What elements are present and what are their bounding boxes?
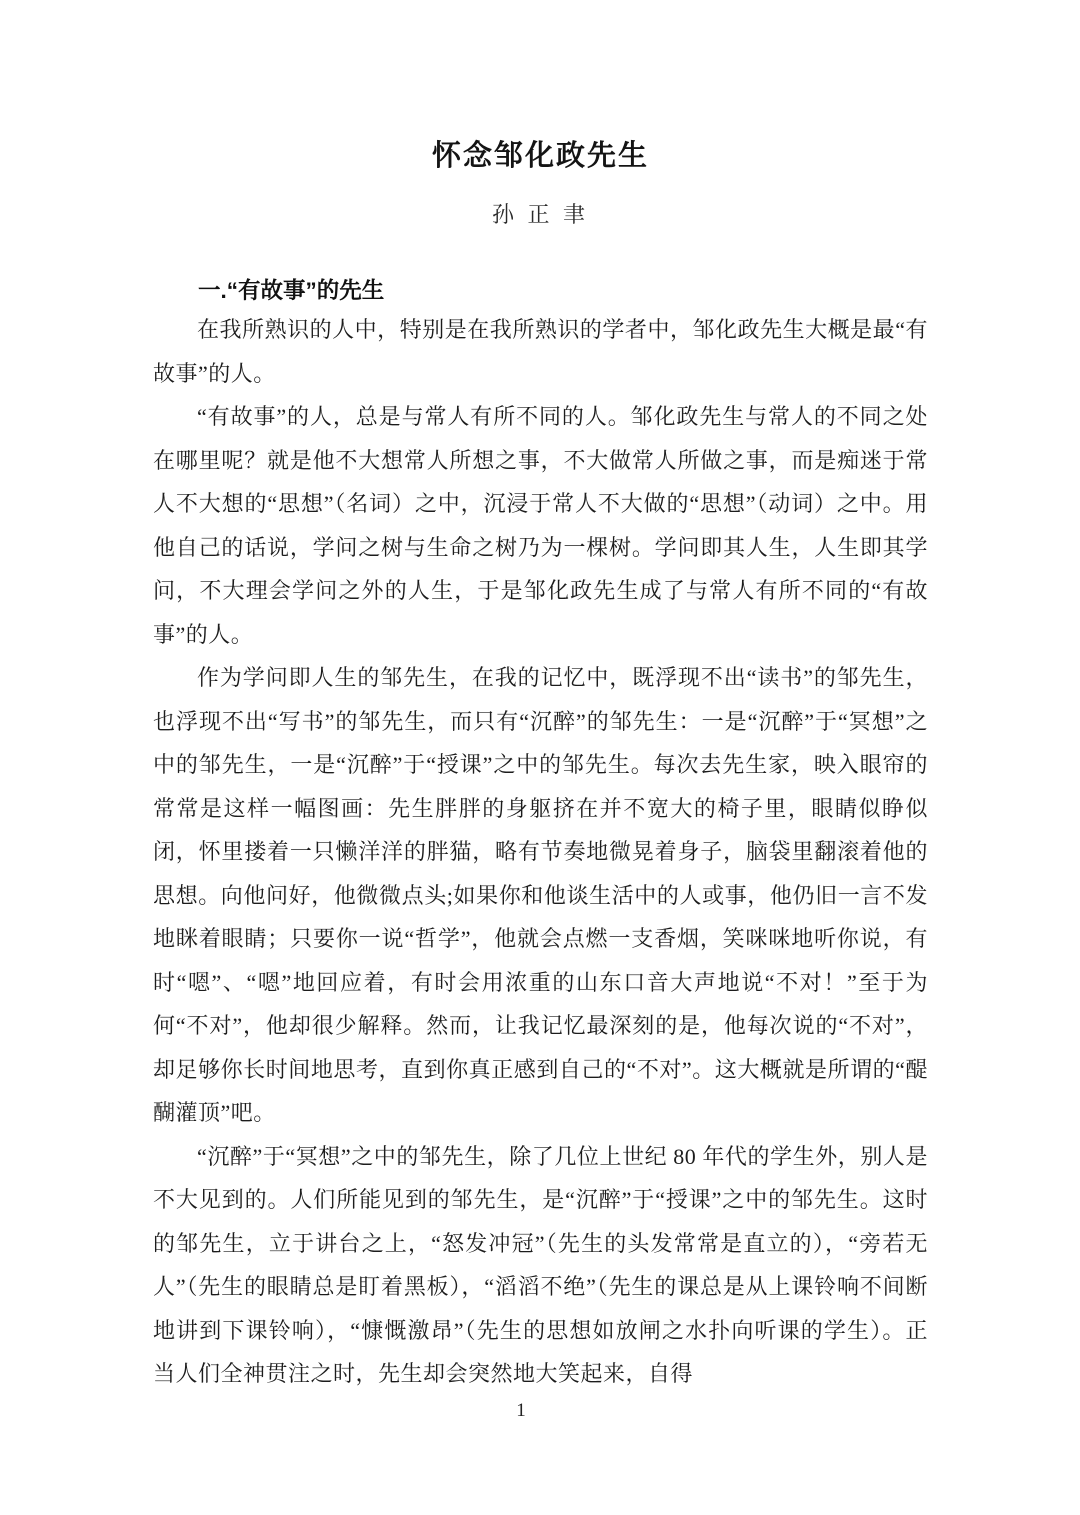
page-number: 1 xyxy=(516,1400,526,1421)
body-paragraph-1: 在我所熟识的人中，特别是在我所熟识的学者中，邹化政先生大概是最“有故事”的人。 xyxy=(153,317,928,386)
author-name: 孙 正 聿 xyxy=(491,202,589,227)
body-paragraph-4: “沉醉”于“冥想”之中的邹先生，除了几位上世纪 80 年代的学生外，别人是不大见到的。人们所能见到的邹先生，是“沉醉”于“授课”之中的邹先生。这时的邹先生，立于讲台之上，“怒发冲冠”（先生的头发常常是直立的），“旁若无人”（先生的眼睛总是盯着黑板），“滔滔不绝”（先生的课总是从上课铃响不间断地讲到下课铃响），“慷慨激昂”（先生的思想如放闸之水扑向听课的学生）。正当人们全神贯注之时，先生却会突然地大笑起来，自得 xyxy=(153,1143,928,1386)
body-paragraph-3: 作为学问即人生的邹先生，在我的记忆中，既浮现不出“读书”的邹先生，也浮现不出“写书”的邹先生，而只有“沉醉”的邹先生：一是“沉醉”于“冥想”之中的邹先生，一是“沉醉”于“授课”之中的邹先生。每次去先生家，映入眼帘的常常是这样一幅图画：先生胖胖的身躯挤在并不宽大的椅子里，眼睛似睁似闭，怀里搂着一只懒洋洋的胖猫，略有节奏地微晃着身子，脑袋里翻滚着他的思想。向他问好，他微微点头;如果你和他谈生活中的人或事，他仍旧一言不发地眯着眼睛；只要你一说“哲学”，他就会点燃一支香烟，笑咪咪地听你说，有时“嗯”、“嗯”地回应着，有时会用浓重的山东口音大声地说“不对！”至于为何“不对”，他却很少解释。然而，让我记忆最深刻的是，他每次说的“不对”，却足够你长时间地思考，直到你真正感到自己的“不对”。这大概就是所谓的“醍醐灌顶”吧。 xyxy=(153,665,928,1125)
body-paragraph-2: “有故事”的人，总是与常人有所不同的人。邹化政先生与常人的不同之处在哪里呢？就是他不大想常人所想之事，不大做常人所做之事，而是痴迷于常人不大想的“思想”（名词）之中，沉浸于常人不大做的“思想”（动词）之中。用他自己的话说，学问之树与生命之树乃为一棵树。学问即其人生，人生即其学问，不大理会学问之外的人生，于是邹化政先生成了与常人有所不同的“有故事”的人。 xyxy=(153,404,928,647)
document-title: 怀念邹化政先生 xyxy=(431,140,649,172)
body-text xyxy=(153,308,928,1396)
section-heading: 一.“有故事”的先生 xyxy=(198,278,385,303)
